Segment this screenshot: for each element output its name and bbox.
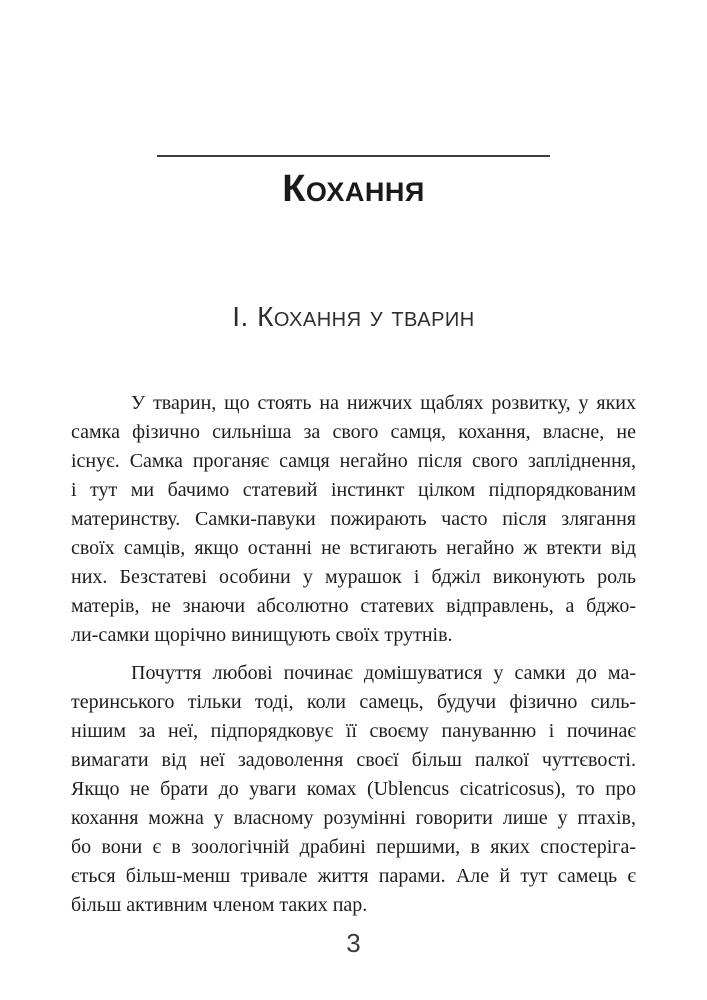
text-line: вимагати від неї задоволення своєї більш палкої чуттєвості. — [71, 749, 636, 771]
text-line: бо вони є в зоологічній драбині першими, в яких спостеріга- — [71, 836, 636, 858]
text-line: і тут ми бачимо статевий інстинкт цілком підпорядкованим — [71, 479, 636, 501]
text-line: кохання можна у власному розумінні говорити лише у птахів, — [71, 807, 636, 829]
paragraph-2 — [71, 659, 636, 920]
text-line: У тварин, що стоять на нижчих щаблях розвитку, у яких — [131, 392, 636, 414]
text-line: ли-самки щорічно винищують своїх трутнів. — [71, 624, 453, 646]
text-line: них. Безстатеві особини у мурашок і бджіл виконують роль — [71, 566, 636, 588]
text-line: материнству. Самки-павуки пожирають часто після злягання — [71, 508, 636, 530]
section-heading: І. Кохання у тварин — [232, 301, 475, 332]
text-line: матерів, не знаючи абсолютно статевих відправлень, а бджо- — [71, 595, 636, 617]
text-line: існує. Самка проганяє самця негайно після свого запліднення, — [71, 450, 636, 472]
chapter-title: Кохання — [282, 168, 425, 210]
text-line: нішим за неї, підпорядковує її своєму пануванню і починає — [71, 720, 636, 742]
paragraph-1 — [71, 389, 636, 650]
text-line: Почуття любові починає домішуватися у самки до ма- — [131, 662, 636, 684]
title-divider-rule — [157, 155, 550, 157]
text-line: своїх самців, якщо останні не встигають негайно ж втекти від — [71, 537, 636, 559]
body-text — [71, 389, 636, 920]
text-line: Якщо не брати до уваги комах (Ublencus cicatricosus), то про — [71, 778, 636, 800]
text-line: самка фізично сильніша за свого самця, кохання, власне, не — [71, 421, 636, 443]
text-line: теринського тільки тоді, коли самець, будучи фізично силь- — [71, 691, 636, 713]
page-number: 3 — [346, 928, 361, 958]
text-line: ється більш-менш тривале життя парами. Але й тут самець є — [71, 865, 636, 887]
text-line: більш активним членом таких пар. — [71, 894, 368, 916]
